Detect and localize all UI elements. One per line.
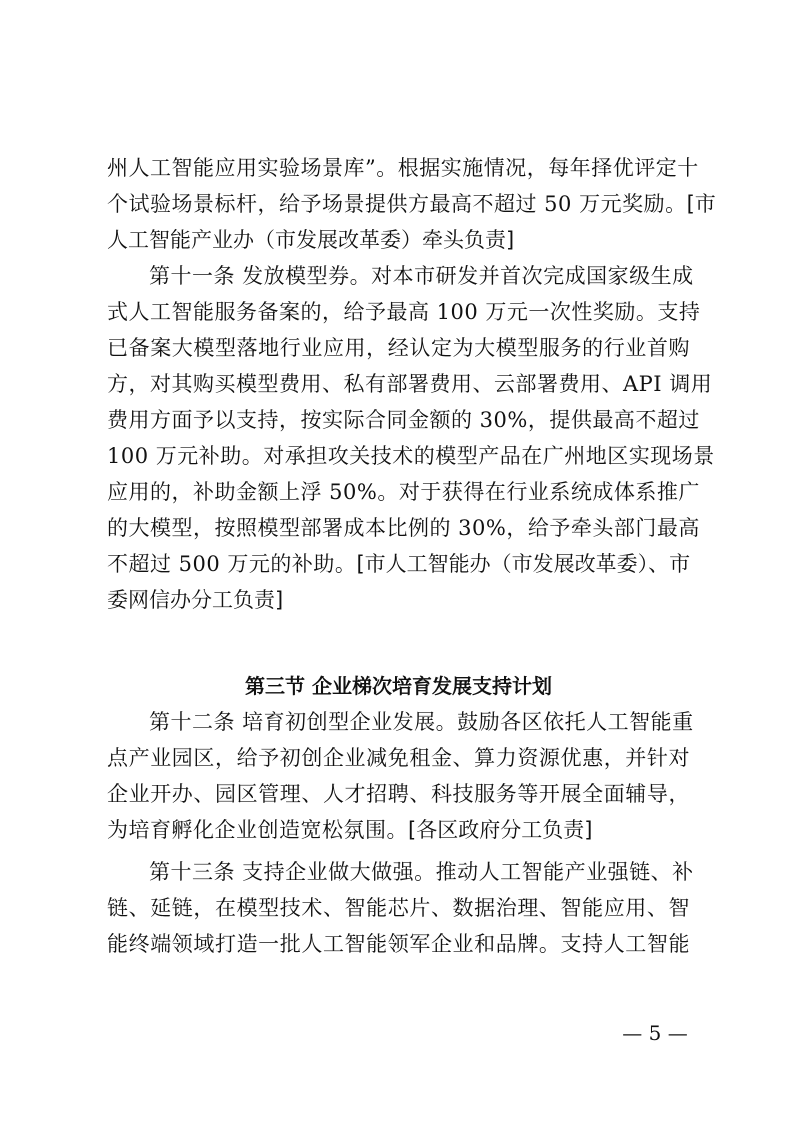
text-line: 100 万元补助。对承担攻关技术的模型产品在广州地区实现场景 [107,444,715,468]
text-line: 费用方面予以支持，按实际合同金额的 30%，提供最高不超过 [107,408,700,432]
page-number: — 5 — [622,1021,688,1045]
text-line: 能终端领域打造一批人工智能领军企业和品牌。支持人工智能 [107,932,690,956]
text-line: 点产业园区，给予初创企业减免租金、算力资源优惠，并针对 [107,746,690,770]
responsible-party-line [107,222,690,258]
section-heading: 第三节 企业梯次培育发展支持计划 [245,674,552,698]
text-line: 州人工智能应用实验场景库”。根据实施情况，每年择优评定十 [107,156,699,180]
text-line: 已备案大模型落地行业应用，经认定为大模型服务的行业首购 [107,336,690,360]
text-line: 式人工智能服务备案的，给予最高 100 万元一次性奖励。支持 [107,300,701,324]
text-line: 链、延链，在模型技术、智能芯片、数据治理、智能应用、智 [107,896,690,920]
responsible-party-start: [市 [686,192,716,216]
text-line: 企业开办、园区管理、人才招聘、科技服务等开展全面辅导， [107,782,690,806]
responsible-party-line [107,582,690,618]
text-line: 方，对其购买模型费用、私有部署费用、云部署费用、API 调用 [107,372,713,396]
text-line [107,812,690,848]
responsible-party: 委网信办分工负责] [107,588,284,612]
responsible-party-start: [市人工智能办（市发展改革委）、市 [356,552,691,576]
text-line [107,546,690,582]
text-line: 的大模型，按照模型部署成本比例的 30%，给予牵头部门最高 [107,516,700,540]
article-13-first-line: 第十三条 支持企业做大做强。推动人工智能产业强链、补 [149,860,694,884]
responsible-party: [各区政府分工负责] [408,818,593,842]
text-line [107,186,716,222]
text-segment: 个试验场景标杆，给予场景提供方最高不超过 50 万元奖励。 [107,192,687,216]
responsible-party: 人工智能产业办（市发展改革委）牵头负责] [107,228,515,252]
text-segment: 为培育孵化企业创造宽松氛围。 [107,818,408,842]
article-11-first-line: 第十一条 发放模型券。对本市研发并首次完成国家级生成 [149,264,694,288]
text-line: 应用的，补助金额上浮 50%。对于获得在行业系统成体系推广 [107,480,700,504]
article-12-first-line: 第十二条 培育初创型企业发展。鼓励各区依托人工智能重 [149,710,694,734]
text-segment: 不超过 500 万元的补助。 [107,552,357,576]
